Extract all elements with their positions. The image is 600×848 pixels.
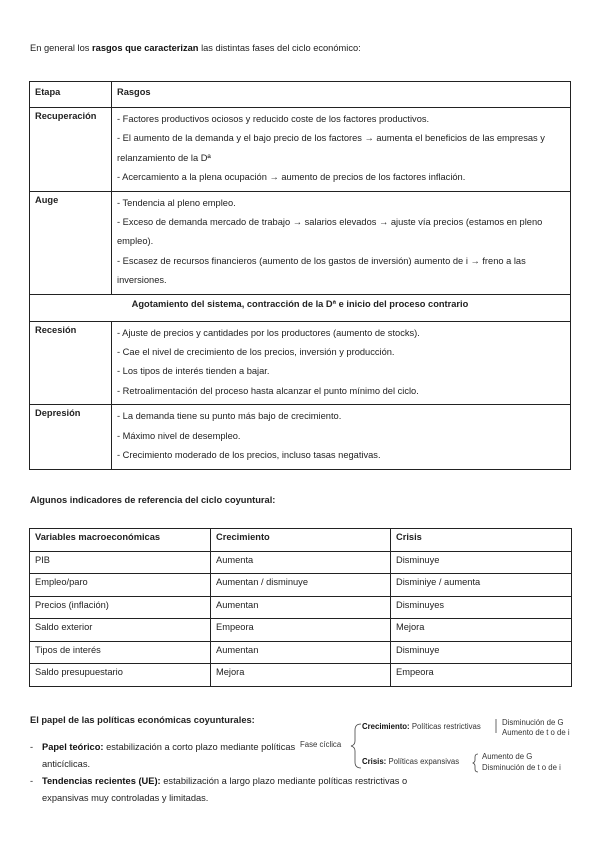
trait-line: - Factores productivos ociosos y reducido coste de los factores productivos. [117,114,430,124]
bullet-bold: Tendencias recientes (UE): [42,776,161,786]
variable-cell: Precios (inflación) [30,596,211,619]
intro-before: En general los [30,43,93,53]
bullet-body: estabilización a largo plazo mediante políticas restrictivas o expansivas muy controladas y limitadas. [42,776,408,803]
growth-text: Políticas restrictivas [409,722,481,731]
row-recuperacion [30,108,571,192]
bullet-text [42,739,300,772]
growth-cell: Aumentan [211,596,391,619]
growth-cell: Aumentan [211,641,391,664]
intro-after: las distintas fases del ciclo económico: [198,43,361,53]
intro-sentence [30,43,361,53]
table-row [30,619,572,642]
crisis-brace [473,754,478,772]
indicators-title: Algunos indicadores de referencia del ciclo coyuntural: [30,495,276,505]
growth-cell: Aumenta [211,551,391,574]
trait-line: - Los tipos de interés tienden a bajar. [117,366,270,377]
trait-line: - Crecimiento moderado de los precios, incluso tasas negativas. [117,450,381,461]
table-row [30,664,572,687]
crisis-text: Políticas expansivas [386,757,460,766]
crisis-effect-1: Aumento de G [482,752,533,761]
header-rasgos: Rasgos [112,82,571,108]
crisis-effect-2: Disminución de t o de i [482,763,561,772]
traits-cell [112,108,571,192]
table-row [30,574,572,597]
table-row [30,641,572,664]
bullet-dash: - [30,776,34,786]
variable-cell: Empleo/paro [30,574,211,597]
trait-line: - Ajuste de precios y cantidades por los productores (aumento de stocks). [117,327,420,338]
crisis-cell: Disminiye / aumenta [391,574,572,597]
traits-cell [112,321,571,405]
growth-effect-1: Disminución de G [502,718,564,727]
trait-line: - El aumento de la demanda y el bajo precio de los factores → aumenta el beneficios de las empresas y relanzamiento de la Dª [117,133,545,163]
crisis-cell: Disminuyes [391,596,572,619]
stage-label: Auge [30,191,112,294]
row-depresion [30,405,571,469]
header-crecimiento: Crecimiento [211,529,391,552]
variable-cell: PIB [30,551,211,574]
main-brace [351,724,361,768]
row-transition [30,294,571,321]
crisis-cell: Disminuye [391,641,572,664]
policy-diagram [300,718,590,778]
trait-line: - La demanda tiene su punto más bajo de crecimiento. [117,411,342,422]
variable-cell: Saldo presupuestario [30,664,211,687]
bullet-teorico [30,739,300,772]
indicators-table [29,528,572,687]
transition-text: Agotamiento del sistema, contracción de la Dª e inicio del proceso contrario [30,294,571,321]
growth-bold: Crecimiento: [362,722,410,731]
stage-label: Recuperación [30,108,112,192]
traits-cell [112,405,571,469]
variable-cell: Saldo exterior [30,619,211,642]
crisis-cell: Mejora [391,619,572,642]
indicators-header-row [30,529,572,552]
diagram-crisis [362,757,459,766]
growth-cell: Empeora [211,619,391,642]
policies-title: El papel de las políticas económicas coyunturales: [30,715,255,725]
table-row [30,596,572,619]
trait-line: - Exceso de demanda mercado de trabajo → salarios elevados → ajuste vía precios (estamos en pleno empleo). [117,217,543,247]
bullet-dash: - [30,742,34,752]
diagram-root: Fase cíclica [300,740,342,749]
intro-bold: rasgos que caracterizan [92,43,199,53]
row-recesion [30,321,571,405]
diagram-growth [362,722,481,731]
variable-cell: Tipos de interés [30,641,211,664]
growth-cell: Aumentan / disminuye [211,574,391,597]
trait-line: - Máximo nivel de desempleo. [117,430,241,441]
trait-line: - Tendencia al pleno empleo. [117,197,236,208]
header-etapa: Etapa [30,82,112,108]
trait-line: - Retroalimentación del proceso hasta alcanzar el punto mínimo del ciclo. [117,385,419,396]
header-variables: Variables macroeconómicas [30,529,211,552]
crisis-cell: Empeora [391,664,572,687]
growth-cell: Mejora [211,664,391,687]
phases-header-row [30,82,571,108]
header-crisis: Crisis [391,529,572,552]
row-auge [30,191,571,294]
phases-table [29,81,571,470]
trait-line: - Acercamiento a la plena ocupación → aumento de precios de los factores inflación. [117,172,466,183]
growth-effect-2: Aumento de t o de i [502,728,570,737]
stage-label: Recesión [30,321,112,405]
trait-line: - Escasez de recursos financieros (aumento de los gastos de inversión) aumento de i → freno a las inversiones. [117,255,526,286]
crisis-cell: Disminuye [391,551,572,574]
crisis-bold: Crisis: [362,757,387,766]
traits-cell [112,191,571,294]
trait-line: - Cae el nivel de crecimiento de los precios, inversión y producción. [117,347,395,358]
stage-label: Depresión [30,405,112,469]
table-row [30,551,572,574]
bullet-bold: Papel teórico: [42,742,104,752]
bullet-body: estabilización a corto plazo mediante políticas anticíclicas. [42,742,296,769]
